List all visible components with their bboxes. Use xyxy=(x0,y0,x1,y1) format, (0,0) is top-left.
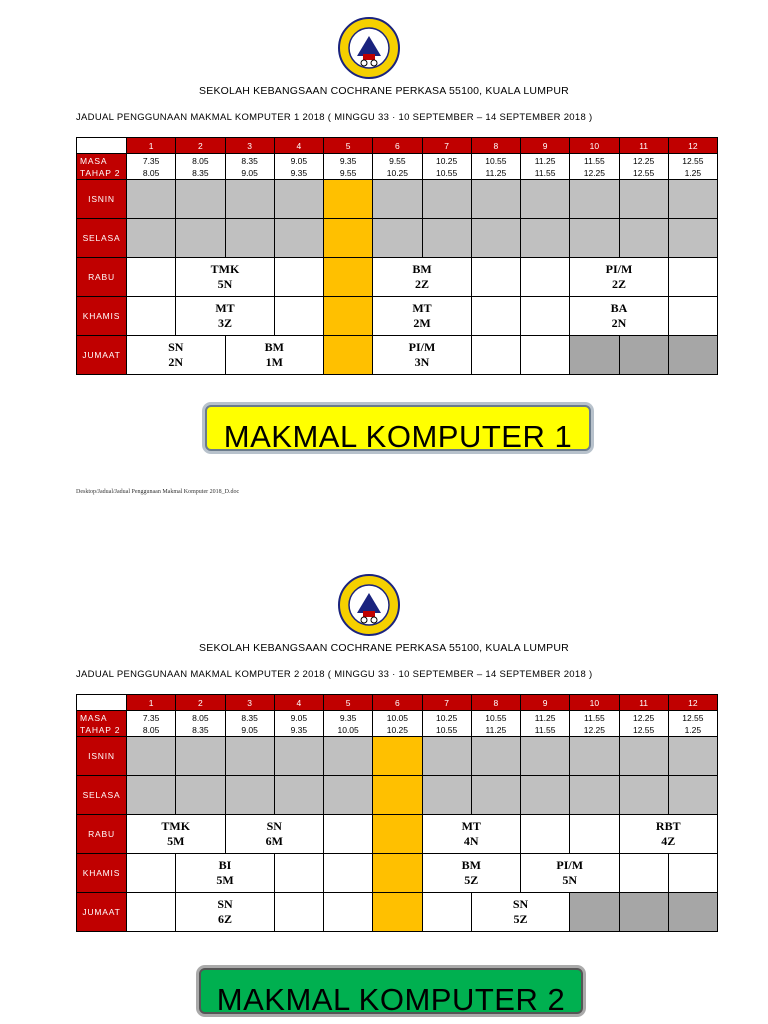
lesson-slot: TMK 5N xyxy=(176,258,275,297)
empty-slot xyxy=(521,815,570,854)
empty-slot xyxy=(570,180,619,219)
time-cell: 10.55 11.25 xyxy=(471,154,520,180)
empty-slot xyxy=(225,737,274,776)
empty-slot xyxy=(570,776,619,815)
unavailable-slot xyxy=(570,336,619,375)
empty-slot xyxy=(521,297,570,336)
empty-slot xyxy=(324,893,373,932)
period-header: 6 xyxy=(373,695,422,711)
period-header: 1 xyxy=(127,695,176,711)
empty-slot xyxy=(471,297,520,336)
lesson-slot: SN 6Z xyxy=(176,893,275,932)
masa-label: MASA TAHAP 2 xyxy=(77,711,127,737)
period-header: 1 xyxy=(127,138,176,154)
time-cell: 12.55 1.25 xyxy=(668,711,717,737)
empty-slot xyxy=(225,776,274,815)
empty-slot xyxy=(619,180,668,219)
lesson-slot: BA 2N xyxy=(570,297,669,336)
school-crest-logo xyxy=(337,16,401,80)
time-cell: 10.25 10.55 xyxy=(422,154,471,180)
break-slot xyxy=(324,180,373,219)
empty-slot xyxy=(521,258,570,297)
empty-slot xyxy=(127,258,176,297)
period-header: 7 xyxy=(422,138,471,154)
break-slot xyxy=(324,336,373,375)
empty-slot xyxy=(225,219,274,258)
time-cell: 7.35 8.05 xyxy=(127,711,176,737)
time-cell: 11.25 11.55 xyxy=(521,154,570,180)
lesson-slot: SN 2N xyxy=(127,336,226,375)
empty-slot xyxy=(619,854,668,893)
empty-slot xyxy=(422,776,471,815)
corner-cell xyxy=(77,138,127,154)
school-name: SEKOLAH KEBANGSAAN COCHRANE PERKASA 55100, KUALA LUMPUR xyxy=(199,85,569,97)
empty-slot xyxy=(668,854,717,893)
empty-slot xyxy=(176,180,225,219)
break-slot xyxy=(324,258,373,297)
period-header: 12 xyxy=(668,695,717,711)
time-cell: 9.35 9.55 xyxy=(324,154,373,180)
period-header: 6 xyxy=(373,138,422,154)
empty-slot xyxy=(127,737,176,776)
time-cell: 12.55 1.25 xyxy=(668,154,717,180)
lesson-slot: BM 5Z xyxy=(422,854,521,893)
lesson-slot: TMK 5M xyxy=(127,815,226,854)
empty-slot xyxy=(471,258,520,297)
unavailable-slot xyxy=(668,336,717,375)
school-crest-logo xyxy=(337,573,401,637)
empty-slot xyxy=(521,336,570,375)
unavailable-slot xyxy=(668,893,717,932)
time-cell: 9.05 9.35 xyxy=(274,154,323,180)
period-header: 12 xyxy=(668,138,717,154)
empty-slot xyxy=(127,893,176,932)
period-header: 3 xyxy=(225,138,274,154)
time-cell: 7.35 8.05 xyxy=(127,154,176,180)
break-slot xyxy=(373,893,422,932)
empty-slot xyxy=(274,737,323,776)
lesson-slot: SN 6M xyxy=(225,815,324,854)
day-label-isnin: ISNIN xyxy=(77,737,127,776)
period-header: 11 xyxy=(619,695,668,711)
empty-slot xyxy=(422,219,471,258)
day-label-selasa: SELASA xyxy=(77,776,127,815)
footer-file-path: Desktop/Jadual/Jadual Penggunaan Makmal Komputer 2018_D.doc xyxy=(76,489,240,495)
period-header: 5 xyxy=(324,695,373,711)
lab1-banner: MAKMAL KOMPUTER 1 xyxy=(205,405,591,451)
lesson-slot: BI 5M xyxy=(176,854,275,893)
lesson-slot: BM 2Z xyxy=(373,258,472,297)
day-label-khamis: KHAMIS xyxy=(77,297,127,336)
day-label-jumaat: JUMAAT xyxy=(77,336,127,375)
period-header: 2 xyxy=(176,695,225,711)
empty-slot xyxy=(274,258,323,297)
break-slot xyxy=(373,776,422,815)
empty-slot xyxy=(422,737,471,776)
period-header: 7 xyxy=(422,695,471,711)
empty-slot xyxy=(668,180,717,219)
time-cell: 8.35 9.05 xyxy=(225,711,274,737)
time-cell: 12.25 12.55 xyxy=(619,711,668,737)
time-cell: 11.55 12.25 xyxy=(570,154,619,180)
empty-slot xyxy=(324,854,373,893)
lesson-slot: MT 4N xyxy=(422,815,521,854)
period-header: 10 xyxy=(570,138,619,154)
empty-slot xyxy=(373,180,422,219)
empty-slot xyxy=(422,893,471,932)
empty-slot xyxy=(324,737,373,776)
day-label-jumaat: JUMAAT xyxy=(77,893,127,932)
empty-slot xyxy=(570,737,619,776)
empty-slot xyxy=(274,854,323,893)
empty-slot xyxy=(668,737,717,776)
empty-slot xyxy=(274,776,323,815)
empty-slot xyxy=(127,180,176,219)
time-cell: 9.35 10.05 xyxy=(324,711,373,737)
period-header: 9 xyxy=(521,138,570,154)
time-cell: 8.05 8.35 xyxy=(176,154,225,180)
empty-slot xyxy=(422,180,471,219)
break-slot xyxy=(373,737,422,776)
empty-slot xyxy=(471,737,520,776)
empty-slot xyxy=(521,219,570,258)
unavailable-slot xyxy=(619,893,668,932)
time-cell: 9.05 9.35 xyxy=(274,711,323,737)
period-header: 10 xyxy=(570,695,619,711)
break-slot xyxy=(373,854,422,893)
time-cell: 10.05 10.25 xyxy=(373,711,422,737)
period-header: 8 xyxy=(471,695,520,711)
empty-slot xyxy=(471,776,520,815)
lesson-slot: MT 2M xyxy=(373,297,472,336)
empty-slot xyxy=(274,219,323,258)
empty-slot xyxy=(176,776,225,815)
empty-slot xyxy=(570,219,619,258)
day-label-rabu: RABU xyxy=(77,258,127,297)
masa-label: MASA TAHAP 2 xyxy=(77,154,127,180)
period-header: 3 xyxy=(225,695,274,711)
empty-slot xyxy=(668,258,717,297)
lesson-slot: RBT 4Z xyxy=(619,815,718,854)
unavailable-slot xyxy=(570,893,619,932)
empty-slot xyxy=(176,737,225,776)
empty-slot xyxy=(668,297,717,336)
day-label-isnin: ISNIN xyxy=(77,180,127,219)
period-header: 11 xyxy=(619,138,668,154)
empty-slot xyxy=(274,297,323,336)
empty-slot xyxy=(324,815,373,854)
break-slot xyxy=(324,219,373,258)
empty-slot xyxy=(274,893,323,932)
lesson-slot: PI/M 2Z xyxy=(570,258,669,297)
empty-slot xyxy=(471,336,520,375)
time-cell: 8.35 9.05 xyxy=(225,154,274,180)
schedule-table-lab1 xyxy=(76,137,718,375)
empty-slot xyxy=(324,776,373,815)
period-header: 8 xyxy=(471,138,520,154)
empty-slot xyxy=(521,180,570,219)
time-cell: 12.25 12.55 xyxy=(619,154,668,180)
empty-slot xyxy=(274,180,323,219)
lesson-slot: PI/M 5N xyxy=(521,854,620,893)
school-name: SEKOLAH KEBANGSAAN COCHRANE PERKASA 55100, KUALA LUMPUR xyxy=(199,642,569,654)
empty-slot xyxy=(225,180,274,219)
empty-slot xyxy=(471,219,520,258)
lesson-slot: BM 1M xyxy=(225,336,324,375)
empty-slot xyxy=(127,219,176,258)
time-cell: 10.25 10.55 xyxy=(422,711,471,737)
period-header: 5 xyxy=(324,138,373,154)
time-cell: 11.25 11.55 xyxy=(521,711,570,737)
empty-slot xyxy=(176,219,225,258)
lesson-slot: PI/M 3N xyxy=(373,336,472,375)
time-cell: 11.55 12.25 xyxy=(570,711,619,737)
time-cell: 10.55 11.25 xyxy=(471,711,520,737)
time-cell: 8.05 8.35 xyxy=(176,711,225,737)
empty-slot xyxy=(127,776,176,815)
empty-slot xyxy=(521,737,570,776)
day-label-khamis: KHAMIS xyxy=(77,854,127,893)
break-slot xyxy=(324,297,373,336)
period-header: 2 xyxy=(176,138,225,154)
empty-slot xyxy=(668,219,717,258)
break-slot xyxy=(373,815,422,854)
empty-slot xyxy=(570,815,619,854)
empty-slot xyxy=(668,776,717,815)
time-cell: 9.55 10.25 xyxy=(373,154,422,180)
lab2-banner: MAKMAL KOMPUTER 2 xyxy=(199,968,583,1014)
period-header: 4 xyxy=(274,695,323,711)
day-label-rabu: RABU xyxy=(77,815,127,854)
day-label-selasa: SELASA xyxy=(77,219,127,258)
schedule-table-lab2 xyxy=(76,694,718,932)
period-header: 4 xyxy=(274,138,323,154)
empty-slot xyxy=(619,776,668,815)
corner-cell xyxy=(77,695,127,711)
empty-slot xyxy=(373,219,422,258)
empty-slot xyxy=(127,854,176,893)
period-header: 9 xyxy=(521,695,570,711)
lesson-slot: MT 3Z xyxy=(176,297,275,336)
unavailable-slot xyxy=(619,336,668,375)
lesson-slot: SN 5Z xyxy=(471,893,570,932)
empty-slot xyxy=(471,180,520,219)
empty-slot xyxy=(619,737,668,776)
empty-slot xyxy=(619,219,668,258)
empty-slot xyxy=(521,776,570,815)
schedule-title: JADUAL PENGGUNAAN MAKMAL KOMPUTER 2 2018 ( MINGGU 33 · 10 SEPTEMBER – 14 SEPTEMBER 2018 ) xyxy=(76,669,593,680)
empty-slot xyxy=(127,297,176,336)
schedule-title: JADUAL PENGGUNAAN MAKMAL KOMPUTER 1 2018 ( MINGGU 33 · 10 SEPTEMBER – 14 SEPTEMBER 2018 ) xyxy=(76,112,593,123)
